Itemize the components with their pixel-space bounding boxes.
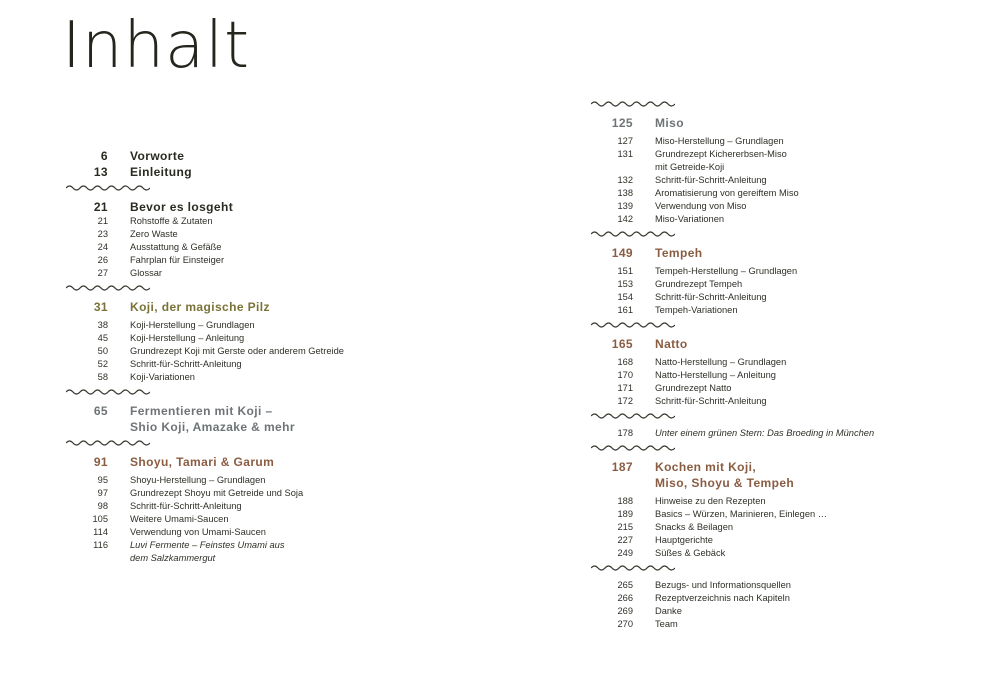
entry-page: 131 — [617, 149, 633, 159]
wave-divider — [591, 99, 675, 109]
entry-page: 24 — [97, 242, 108, 252]
toc-chapter[interactable] — [585, 115, 905, 131]
toc-entry[interactable] — [585, 265, 905, 278]
entry-page: 114 — [93, 527, 108, 537]
chapter-page: 149 — [611, 246, 633, 260]
entry-page: 171 — [617, 383, 633, 393]
entry-text: Koji-Variationen — [130, 372, 195, 382]
toc-entry[interactable] — [585, 547, 905, 560]
toc-entry[interactable] — [585, 187, 905, 200]
entry-text: Verwendung von Umami-Saucen — [130, 527, 266, 537]
toc-entry[interactable] — [60, 474, 390, 487]
toc-entry[interactable] — [585, 278, 905, 291]
entry-page: 50 — [97, 346, 108, 356]
chapter-page: 6 — [100, 149, 108, 163]
wave-divider — [591, 411, 675, 421]
wave-divider — [66, 438, 150, 448]
entry-page: 172 — [617, 396, 633, 406]
toc-entry[interactable] — [585, 304, 905, 317]
chapter-title — [655, 459, 794, 491]
entry-text: Koji-Herstellung – Anleitung — [130, 333, 245, 343]
entry-text: Tempeh-Variationen — [655, 305, 738, 315]
entry-text: Hinweise zu den Rezepten — [655, 496, 766, 506]
toc-chapter[interactable] — [585, 245, 905, 261]
wave-divider — [591, 229, 675, 239]
toc-entry[interactable] — [585, 291, 905, 304]
entry-text: Schritt-für-Schritt-Anleitung — [130, 501, 242, 511]
entry-page: 127 — [617, 136, 633, 146]
entry-text: Unter einem grünen Stern: Das Broeding in München — [655, 428, 875, 438]
chapter-title: Vorworte — [130, 149, 185, 163]
wave-divider — [66, 183, 150, 193]
entry-text: Schritt-für-Schritt-Anleitung — [655, 396, 767, 406]
chapter-title: Einleitung — [130, 165, 192, 179]
entry-text: Fahrplan für Einsteiger — [130, 255, 225, 265]
entry-page: 189 — [617, 509, 633, 519]
entry-page: 178 — [617, 428, 633, 438]
entry-page: 249 — [617, 548, 633, 558]
toc-entry[interactable] — [585, 605, 905, 618]
entry-text: Shoyu-Herstellung – Grundlagen — [130, 475, 266, 485]
entry-text: Schritt-für-Schritt-Anleitung — [130, 359, 242, 369]
entry-text: Grundrezept Natto — [655, 383, 732, 393]
toc-entry[interactable] — [585, 592, 905, 605]
chapter-title: Shoyu, Tamari & Garum — [130, 455, 275, 469]
entry-text: Schritt-für-Schritt-Anleitung — [655, 292, 767, 302]
entry-text: Snacks & Beilagen — [655, 522, 734, 532]
toc-entry[interactable] — [585, 174, 905, 187]
wave-divider — [591, 443, 675, 453]
chapter-title: Tempeh — [655, 246, 703, 260]
entry-text: Hauptgerichte — [655, 535, 713, 545]
entry-text: Rohstoffe & Zutaten — [130, 216, 213, 226]
toc-entry[interactable] — [585, 618, 905, 631]
entry-page: 139 — [617, 201, 633, 211]
entry-page: 170 — [617, 370, 633, 380]
entry-text: Süßes & Gebäck — [655, 548, 726, 558]
entry-page: 105 — [92, 514, 108, 524]
chapter-title — [130, 403, 295, 435]
toc-entry[interactable] — [585, 395, 905, 408]
wave-divider — [66, 387, 150, 397]
entry-text: Team — [655, 619, 678, 629]
chapter-title: Koji, der magische Pilz — [130, 300, 270, 314]
chapter-page: 31 — [93, 300, 108, 314]
entry-page: 95 — [97, 475, 108, 485]
chapter-title-line: Miso, Shoyu & Tempeh — [655, 476, 795, 490]
entry-text: Zero Waste — [130, 229, 178, 239]
toc-chapter[interactable] — [60, 164, 390, 180]
entry-text: Rezeptverzeichnis nach Kapiteln — [655, 593, 790, 603]
toc-chapter[interactable] — [60, 199, 390, 215]
toc-entry[interactable] — [585, 213, 905, 226]
entry-page: 27 — [97, 268, 108, 278]
wave-divider — [591, 563, 675, 573]
entry-page: 132 — [617, 175, 633, 185]
chapter-page: 13 — [93, 165, 108, 179]
toc-entry[interactable] — [60, 319, 390, 332]
chapter-title-line: Shio Koji, Amazake & mehr — [130, 420, 295, 434]
toc-chapter[interactable] — [60, 299, 390, 315]
entry-page: 161 — [617, 305, 633, 315]
toc-entry[interactable] — [60, 358, 390, 371]
toc-entry[interactable] — [60, 215, 390, 228]
entry-text: mit Getreide-Koji — [655, 162, 725, 172]
chapter-page: 125 — [611, 116, 633, 130]
entry-page: 153 — [617, 279, 633, 289]
toc-right-column — [585, 96, 905, 631]
wave-divider — [591, 320, 675, 330]
toc-entry[interactable] — [585, 382, 905, 395]
toc-entry[interactable] — [60, 526, 390, 539]
entry-page: 23 — [97, 229, 108, 239]
entry-page: 52 — [97, 359, 108, 369]
toc-entry[interactable] — [60, 513, 390, 526]
entry-text: Natto-Herstellung – Grundlagen — [655, 357, 787, 367]
entry-page: 270 — [617, 619, 633, 629]
entry-page: 154 — [617, 292, 633, 302]
entry-page: 265 — [617, 580, 633, 590]
entry-page: 269 — [617, 606, 633, 616]
chapter-page: 21 — [93, 200, 108, 214]
chapter-title: Miso — [655, 116, 684, 130]
page-title: Inhalt — [62, 9, 251, 83]
entry-page: 116 — [93, 540, 108, 550]
entry-text: Grundrezept Shoyu mit Getreide und Soja — [130, 488, 304, 498]
toc-entry[interactable] — [585, 521, 905, 534]
chapter-title-line: Fermentieren mit Koji – — [130, 404, 273, 418]
toc-entry[interactable] — [60, 487, 390, 500]
entry-text: Schritt-für-Schritt-Anleitung — [655, 175, 767, 185]
entry-text: Miso-Herstellung – Grundlagen — [655, 136, 784, 146]
entry-text: Aromatisierung von gereiftem Miso — [655, 188, 799, 198]
entry-text: Koji-Herstellung – Grundlagen — [130, 320, 255, 330]
toc-entry[interactable] — [60, 241, 390, 254]
entry-text: Glossar — [130, 268, 163, 278]
toc-left-column — [60, 148, 390, 565]
toc-entry[interactable] — [585, 495, 905, 508]
entry-page: 142 — [617, 214, 633, 224]
entry-page: 227 — [617, 535, 633, 545]
entry-text: Danke — [655, 606, 682, 616]
entry-page: 138 — [617, 188, 633, 198]
toc-chapter[interactable] — [60, 454, 390, 470]
chapter-title: Natto — [655, 337, 688, 351]
toc-chapter[interactable] — [60, 148, 390, 164]
toc-entry[interactable] — [585, 200, 905, 213]
toc-entry[interactable] — [60, 500, 390, 513]
entry-text: Miso-Variationen — [655, 214, 725, 224]
chapter-page: 65 — [93, 404, 108, 418]
toc-entry[interactable] — [60, 539, 390, 552]
entry-text: Ausstattung & Gefäße — [130, 242, 222, 252]
toc-entry[interactable] — [585, 427, 905, 440]
toc-entry[interactable] — [585, 148, 905, 161]
toc-entry[interactable] — [585, 369, 905, 382]
entry-page: 38 — [97, 320, 108, 330]
chapter-page: 165 — [611, 337, 633, 351]
toc-entry[interactable] — [585, 135, 905, 148]
toc-entry[interactable] — [60, 254, 390, 267]
entry-text: Tempeh-Herstellung – Grundlagen — [655, 266, 798, 276]
entry-text: Bezugs- und Informationsquellen — [655, 580, 791, 590]
toc-entry[interactable] — [585, 534, 905, 547]
chapter-title-line: Kochen mit Koji, — [655, 460, 757, 474]
toc-chapter[interactable] — [585, 459, 905, 491]
entry-page: 215 — [617, 522, 633, 532]
toc-entry[interactable] — [585, 356, 905, 369]
entry-page: 266 — [617, 593, 633, 603]
toc-entry[interactable] — [60, 371, 390, 384]
entry-text: dem Salzkammergut — [130, 553, 216, 563]
entry-text: Grundrezept Koji mit Gerste oder anderem Getreide — [130, 346, 344, 356]
entry-text: Luvi Fermente – Feinstes Umami aus — [130, 540, 285, 550]
entry-page: 45 — [97, 333, 108, 343]
toc-entry[interactable] — [60, 552, 390, 565]
toc-entry[interactable] — [60, 267, 390, 280]
wave-divider — [66, 283, 150, 293]
entry-page: 21 — [97, 216, 108, 226]
entry-page: 97 — [97, 488, 108, 498]
toc-entry[interactable] — [585, 579, 905, 592]
entry-text: Verwendung von Miso — [655, 201, 747, 211]
chapter-page: 187 — [611, 460, 633, 474]
entry-text: Basics – Würzen, Marinieren, Einlegen … — [655, 509, 828, 519]
toc-entry[interactable] — [60, 228, 390, 241]
entry-text: Natto-Herstellung – Anleitung — [655, 370, 776, 380]
entry-page: 151 — [617, 266, 633, 276]
chapter-page: 91 — [93, 455, 108, 469]
toc-entry[interactable] — [60, 345, 390, 358]
chapter-title: Bevor es losgeht — [130, 200, 234, 214]
entry-text: Weitere Umami-Saucen — [130, 514, 229, 524]
toc-entry[interactable] — [60, 332, 390, 345]
entry-text: Grundrezept Kichererbsen-Miso — [655, 149, 787, 159]
entry-page: 188 — [617, 496, 633, 506]
toc-chapter[interactable] — [585, 336, 905, 352]
entry-page: 168 — [617, 357, 633, 367]
entry-page: 58 — [97, 372, 108, 382]
entry-text: Grundrezept Tempeh — [655, 279, 743, 289]
toc-entry[interactable] — [585, 508, 905, 521]
toc-entry[interactable] — [585, 161, 905, 174]
toc-chapter[interactable] — [60, 403, 390, 435]
entry-page: 26 — [97, 255, 108, 265]
entry-page: 98 — [97, 501, 108, 511]
